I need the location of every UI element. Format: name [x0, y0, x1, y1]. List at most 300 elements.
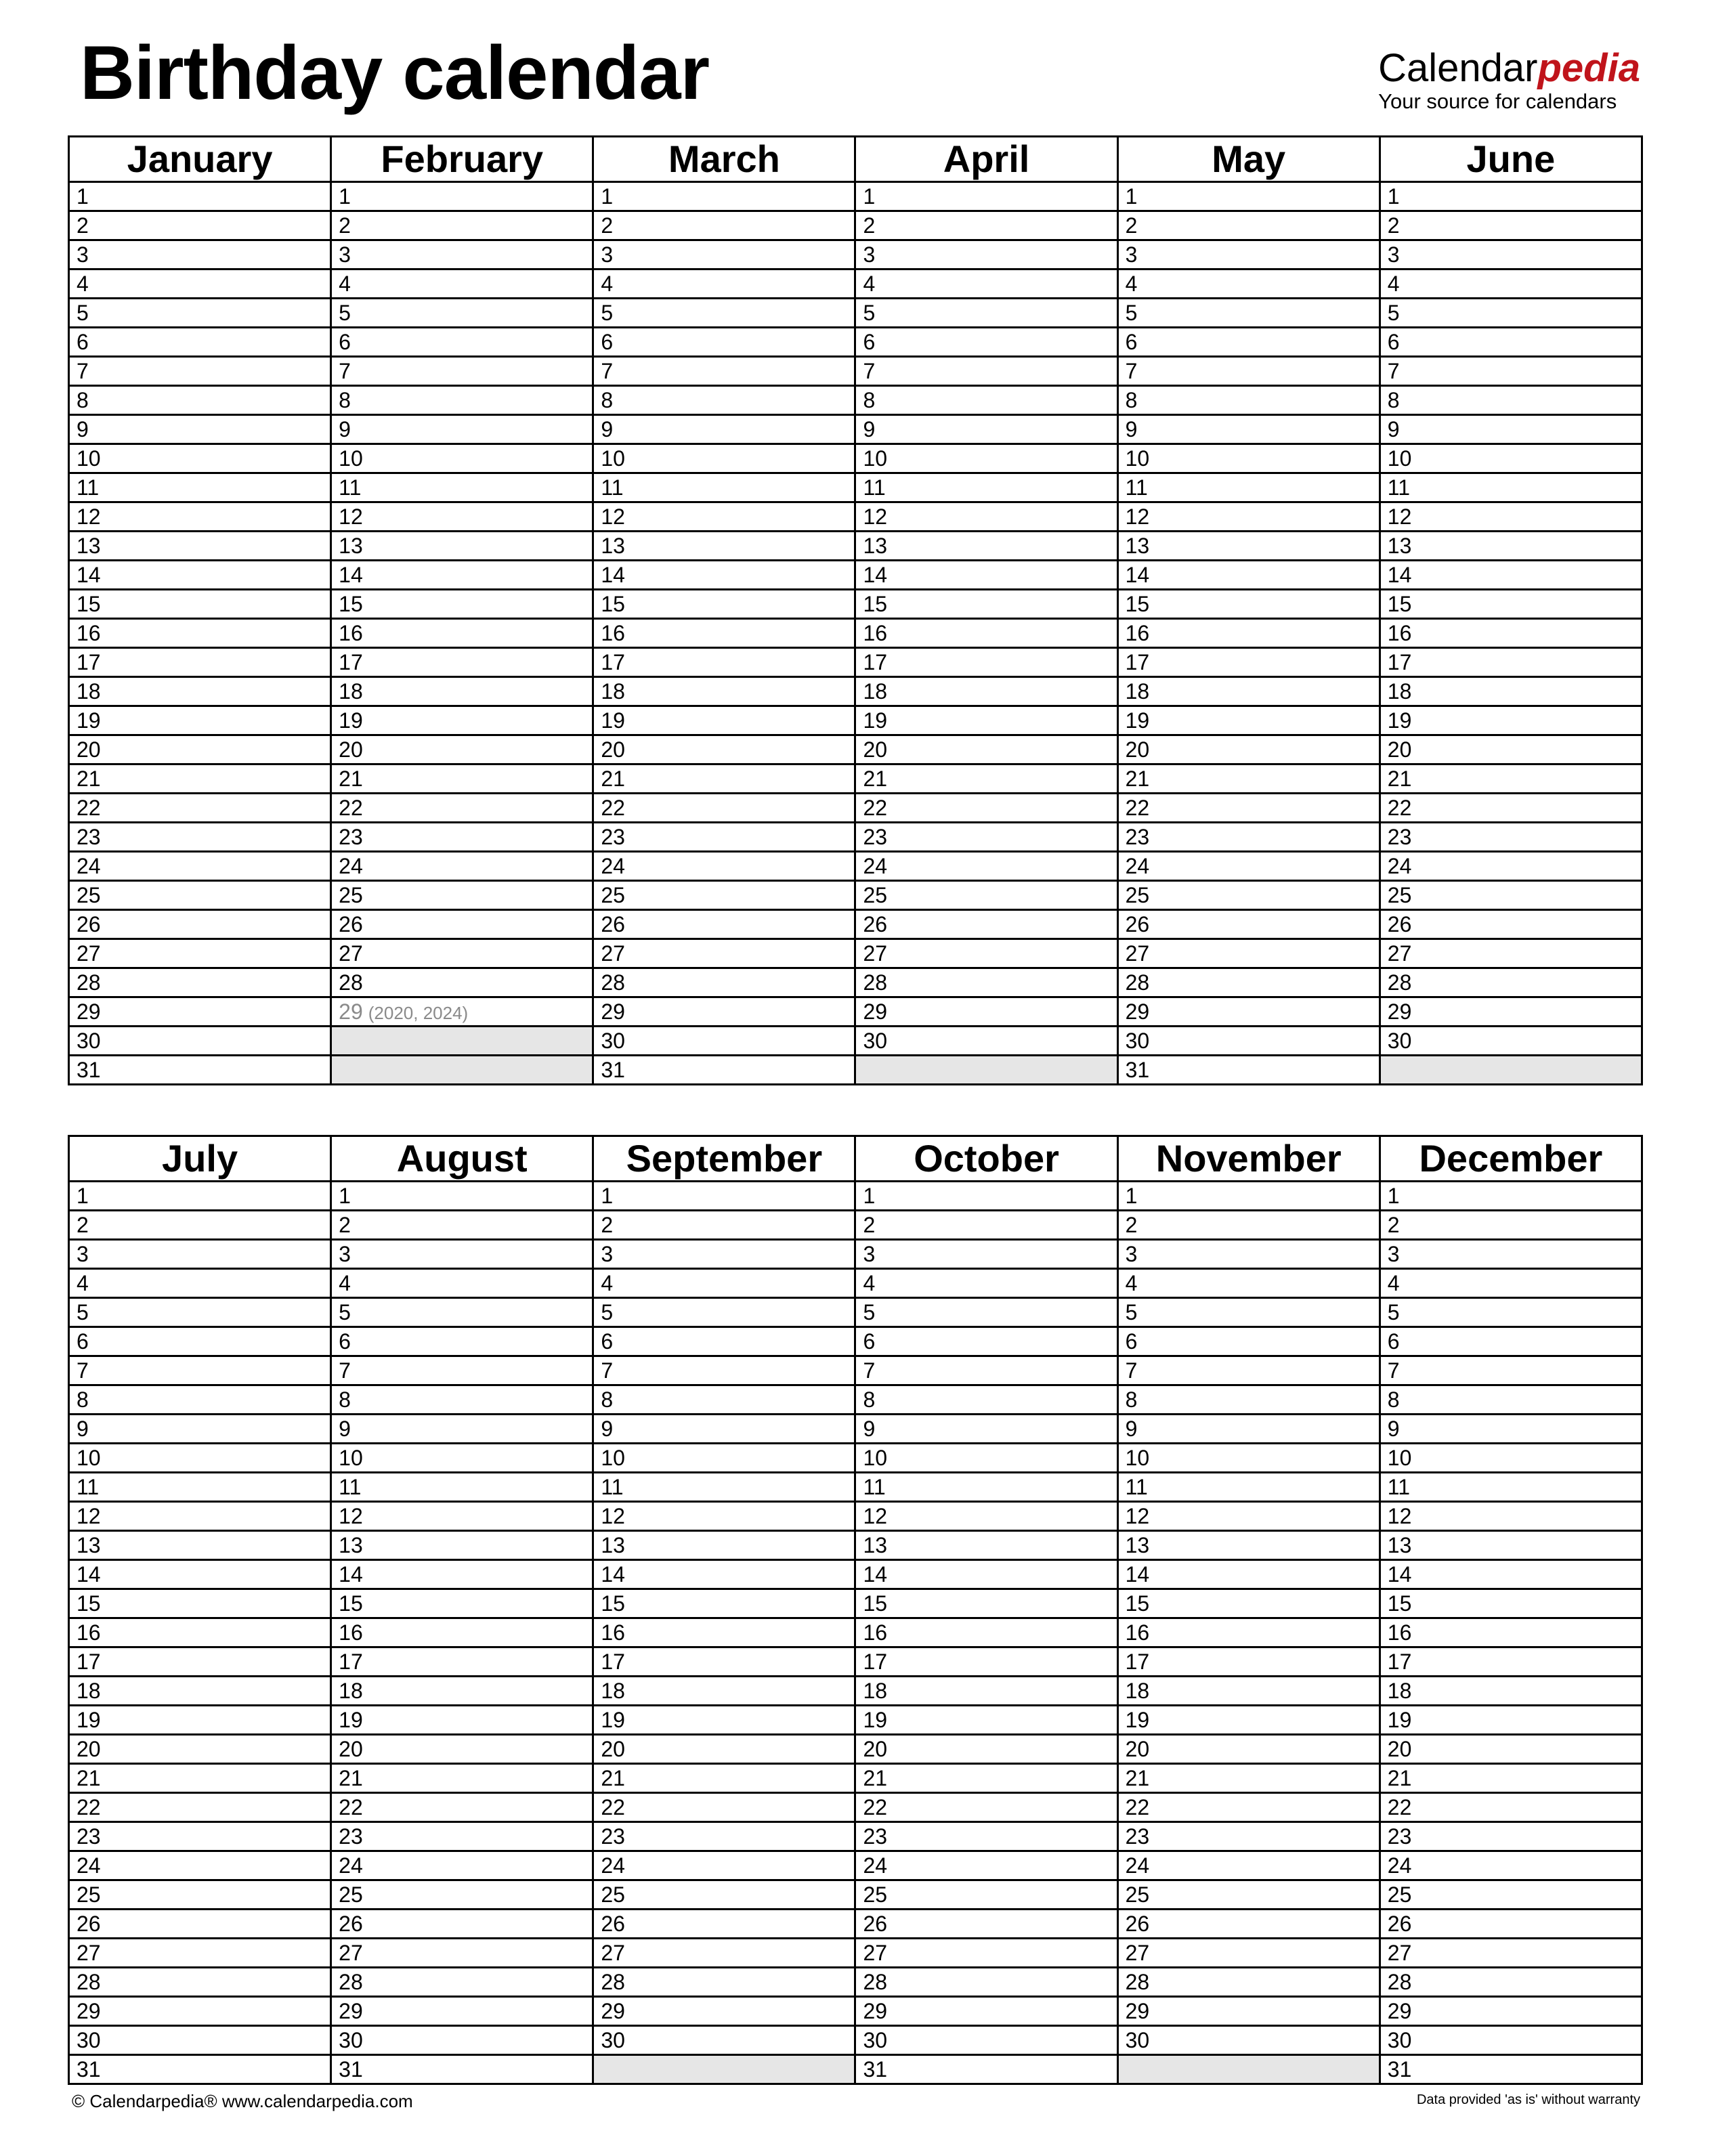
- day-cell[interactable]: 13: [855, 532, 1117, 561]
- day-cell[interactable]: 8: [593, 1385, 855, 1415]
- day-cell[interactable]: 30: [593, 2026, 855, 2055]
- day-cell[interactable]: 14: [1380, 561, 1642, 590]
- day-cell[interactable]: 8: [1117, 386, 1380, 415]
- day-cell[interactable]: 7: [1380, 357, 1642, 386]
- day-cell[interactable]: 7: [69, 357, 331, 386]
- day-cell[interactable]: 28: [1380, 968, 1642, 997]
- day-cell[interactable]: 28: [593, 1968, 855, 1997]
- day-cell[interactable]: 2: [593, 1211, 855, 1240]
- day-cell[interactable]: 16: [1117, 1618, 1380, 1647]
- day-cell[interactable]: 6: [1380, 328, 1642, 357]
- day-cell[interactable]: 24: [1380, 1851, 1642, 1880]
- day-cell[interactable]: 23: [855, 823, 1117, 852]
- day-cell[interactable]: 10: [1380, 1444, 1642, 1473]
- day-cell[interactable]: 20: [1117, 1735, 1380, 1764]
- day-cell[interactable]: 30: [69, 2026, 331, 2055]
- day-cell[interactable]: 4: [69, 1269, 331, 1298]
- day-cell[interactable]: 30: [855, 2026, 1117, 2055]
- day-cell[interactable]: 20: [855, 735, 1117, 764]
- day-cell[interactable]: 21: [331, 1764, 593, 1793]
- day-cell[interactable]: 17: [1117, 1647, 1380, 1677]
- day-cell[interactable]: 28: [855, 968, 1117, 997]
- day-cell[interactable]: 16: [1380, 1618, 1642, 1647]
- day-cell[interactable]: 18: [331, 1677, 593, 1706]
- day-cell[interactable]: 9: [593, 1415, 855, 1444]
- day-cell[interactable]: 18: [593, 1677, 855, 1706]
- day-cell[interactable]: 17: [1380, 1647, 1642, 1677]
- day-cell[interactable]: 13: [593, 532, 855, 561]
- day-cell[interactable]: 18: [1380, 677, 1642, 706]
- day-cell[interactable]: 9: [69, 1415, 331, 1444]
- day-cell[interactable]: 31: [69, 1056, 331, 1085]
- day-cell[interactable]: 29: [593, 1997, 855, 2026]
- day-cell[interactable]: 6: [1117, 1327, 1380, 1356]
- day-cell[interactable]: 21: [855, 764, 1117, 794]
- day-cell[interactable]: 7: [855, 1356, 1117, 1385]
- day-cell[interactable]: 16: [331, 619, 593, 648]
- day-cell[interactable]: 1: [593, 182, 855, 211]
- day-cell[interactable]: 26: [331, 1910, 593, 1939]
- day-cell[interactable]: 12: [69, 502, 331, 532]
- day-cell[interactable]: 11: [1380, 1473, 1642, 1502]
- day-cell[interactable]: 13: [1380, 1531, 1642, 1560]
- day-cell[interactable]: 18: [331, 677, 593, 706]
- day-cell[interactable]: 26: [855, 1910, 1117, 1939]
- day-cell[interactable]: 24: [1380, 852, 1642, 881]
- day-cell[interactable]: 28: [69, 1968, 331, 1997]
- day-cell[interactable]: 28: [855, 1968, 1117, 1997]
- day-cell[interactable]: 3: [593, 240, 855, 270]
- day-cell[interactable]: 11: [69, 473, 331, 502]
- day-cell[interactable]: 18: [69, 1677, 331, 1706]
- day-cell[interactable]: 19: [593, 1706, 855, 1735]
- day-cell[interactable]: 14: [593, 561, 855, 590]
- day-cell[interactable]: 16: [855, 1618, 1117, 1647]
- day-cell[interactable]: 10: [855, 444, 1117, 473]
- day-cell[interactable]: 15: [331, 1589, 593, 1618]
- day-cell[interactable]: 26: [1117, 1910, 1380, 1939]
- day-cell[interactable]: 10: [69, 1444, 331, 1473]
- day-cell[interactable]: 28: [1380, 1968, 1642, 1997]
- day-cell[interactable]: 17: [69, 1647, 331, 1677]
- day-cell[interactable]: 8: [331, 1385, 593, 1415]
- day-cell[interactable]: 2: [69, 1211, 331, 1240]
- day-cell[interactable]: 4: [1117, 270, 1380, 299]
- day-cell[interactable]: 27: [1117, 1939, 1380, 1968]
- day-cell[interactable]: 11: [331, 473, 593, 502]
- day-cell[interactable]: 9: [855, 415, 1117, 444]
- day-cell[interactable]: 24: [855, 1851, 1117, 1880]
- day-cell[interactable]: 16: [855, 619, 1117, 648]
- day-cell[interactable]: 5: [855, 299, 1117, 328]
- day-cell[interactable]: 4: [331, 270, 593, 299]
- day-cell[interactable]: 3: [1117, 1240, 1380, 1269]
- day-cell[interactable]: 5: [331, 299, 593, 328]
- day-cell[interactable]: 25: [1117, 881, 1380, 910]
- day-cell[interactable]: 23: [1380, 1822, 1642, 1851]
- day-cell[interactable]: 6: [593, 1327, 855, 1356]
- day-cell[interactable]: 24: [855, 852, 1117, 881]
- day-cell[interactable]: 29: [331, 1997, 593, 2026]
- day-cell[interactable]: 27: [855, 939, 1117, 968]
- day-cell[interactable]: 4: [331, 1269, 593, 1298]
- day-cell[interactable]: 15: [1117, 590, 1380, 619]
- day-cell[interactable]: 3: [593, 1240, 855, 1269]
- day-cell[interactable]: 13: [593, 1531, 855, 1560]
- day-cell[interactable]: 15: [593, 590, 855, 619]
- day-cell[interactable]: 31: [331, 2055, 593, 2084]
- day-cell[interactable]: 28: [69, 968, 331, 997]
- day-cell[interactable]: 12: [1380, 1502, 1642, 1531]
- day-cell[interactable]: 6: [855, 328, 1117, 357]
- day-cell[interactable]: 3: [69, 240, 331, 270]
- day-cell[interactable]: 7: [69, 1356, 331, 1385]
- day-cell[interactable]: 10: [593, 444, 855, 473]
- day-cell[interactable]: 25: [1117, 1880, 1380, 1910]
- day-cell[interactable]: 25: [69, 881, 331, 910]
- day-cell[interactable]: 9: [1380, 1415, 1642, 1444]
- day-cell[interactable]: 13: [331, 532, 593, 561]
- day-cell[interactable]: 5: [855, 1298, 1117, 1327]
- day-cell[interactable]: 27: [593, 939, 855, 968]
- day-cell[interactable]: 20: [593, 1735, 855, 1764]
- day-cell[interactable]: 12: [1380, 502, 1642, 532]
- day-cell[interactable]: 15: [69, 1589, 331, 1618]
- day-cell[interactable]: 8: [69, 386, 331, 415]
- day-cell[interactable]: 30: [1117, 2026, 1380, 2055]
- day-cell[interactable]: 9: [855, 1415, 1117, 1444]
- day-cell[interactable]: 14: [69, 1560, 331, 1589]
- day-cell[interactable]: 26: [1117, 910, 1380, 939]
- day-cell[interactable]: 1: [1117, 1182, 1380, 1211]
- day-cell[interactable]: 8: [331, 386, 593, 415]
- day-cell[interactable]: 19: [331, 1706, 593, 1735]
- day-cell[interactable]: 16: [1380, 619, 1642, 648]
- day-cell[interactable]: 21: [69, 1764, 331, 1793]
- day-cell[interactable]: 16: [1117, 619, 1380, 648]
- day-cell[interactable]: 19: [855, 706, 1117, 735]
- day-cell[interactable]: 5: [69, 1298, 331, 1327]
- day-cell[interactable]: 2: [331, 211, 593, 240]
- day-cell[interactable]: 15: [331, 590, 593, 619]
- day-cell[interactable]: 15: [855, 1589, 1117, 1618]
- day-cell[interactable]: 5: [1117, 1298, 1380, 1327]
- day-cell[interactable]: 11: [593, 473, 855, 502]
- day-cell[interactable]: 18: [855, 677, 1117, 706]
- day-cell[interactable]: 2: [1117, 211, 1380, 240]
- day-cell[interactable]: 25: [69, 1880, 331, 1910]
- day-cell[interactable]: 29: [855, 997, 1117, 1027]
- day-cell[interactable]: 10: [331, 444, 593, 473]
- day-cell[interactable]: 22: [331, 794, 593, 823]
- day-cell[interactable]: 6: [855, 1327, 1117, 1356]
- day-cell[interactable]: 23: [1117, 1822, 1380, 1851]
- day-cell[interactable]: 21: [1380, 764, 1642, 794]
- day-cell[interactable]: 24: [593, 852, 855, 881]
- day-cell[interactable]: 18: [1117, 677, 1380, 706]
- day-cell[interactable]: 3: [855, 1240, 1117, 1269]
- day-cell[interactable]: 17: [855, 648, 1117, 677]
- day-cell[interactable]: 13: [69, 532, 331, 561]
- day-cell[interactable]: 20: [69, 1735, 331, 1764]
- day-cell[interactable]: 31: [593, 1056, 855, 1085]
- day-cell[interactable]: 4: [593, 1269, 855, 1298]
- day-cell[interactable]: 17: [593, 1647, 855, 1677]
- day-cell[interactable]: 11: [1380, 473, 1642, 502]
- day-cell[interactable]: 26: [855, 910, 1117, 939]
- day-cell[interactable]: 21: [593, 1764, 855, 1793]
- day-cell[interactable]: 8: [1117, 1385, 1380, 1415]
- day-cell[interactable]: 9: [1380, 415, 1642, 444]
- day-cell[interactable]: 6: [1380, 1327, 1642, 1356]
- day-cell[interactable]: 27: [855, 1939, 1117, 1968]
- day-cell[interactable]: 11: [855, 473, 1117, 502]
- day-cell[interactable]: 14: [855, 561, 1117, 590]
- day-cell[interactable]: 8: [1380, 386, 1642, 415]
- day-cell[interactable]: 29: [855, 1997, 1117, 2026]
- day-cell[interactable]: 10: [1380, 444, 1642, 473]
- day-cell[interactable]: 1: [331, 1182, 593, 1211]
- day-cell[interactable]: 17: [855, 1647, 1117, 1677]
- day-cell[interactable]: 12: [855, 1502, 1117, 1531]
- day-cell[interactable]: 2: [1117, 1211, 1380, 1240]
- leap-day-cell[interactable]: [331, 997, 593, 1027]
- day-cell[interactable]: 23: [593, 1822, 855, 1851]
- day-cell[interactable]: 13: [1380, 532, 1642, 561]
- day-cell[interactable]: 20: [593, 735, 855, 764]
- day-cell[interactable]: 25: [1380, 1880, 1642, 1910]
- day-cell[interactable]: 12: [855, 502, 1117, 532]
- day-cell[interactable]: 2: [855, 1211, 1117, 1240]
- day-cell[interactable]: 17: [331, 1647, 593, 1677]
- day-cell[interactable]: 11: [331, 1473, 593, 1502]
- day-cell[interactable]: 20: [855, 1735, 1117, 1764]
- day-cell[interactable]: 16: [69, 1618, 331, 1647]
- day-cell[interactable]: 24: [1117, 852, 1380, 881]
- day-cell[interactable]: 10: [1117, 1444, 1380, 1473]
- day-cell[interactable]: 26: [331, 910, 593, 939]
- day-cell[interactable]: 24: [331, 1851, 593, 1880]
- day-cell[interactable]: 18: [1117, 1677, 1380, 1706]
- day-cell[interactable]: 11: [855, 1473, 1117, 1502]
- day-cell[interactable]: 30: [1380, 2026, 1642, 2055]
- day-cell[interactable]: 8: [1380, 1385, 1642, 1415]
- day-cell[interactable]: 19: [331, 706, 593, 735]
- day-cell[interactable]: 3: [331, 240, 593, 270]
- day-cell[interactable]: 5: [1117, 299, 1380, 328]
- day-cell[interactable]: 20: [1380, 735, 1642, 764]
- day-cell[interactable]: 20: [1117, 735, 1380, 764]
- day-cell[interactable]: 26: [593, 1910, 855, 1939]
- day-cell[interactable]: 27: [69, 1939, 331, 1968]
- day-cell[interactable]: 22: [593, 794, 855, 823]
- day-cell[interactable]: 1: [1380, 182, 1642, 211]
- day-cell[interactable]: 29: [69, 997, 331, 1027]
- day-cell[interactable]: 25: [331, 881, 593, 910]
- day-cell[interactable]: 23: [69, 823, 331, 852]
- day-cell[interactable]: 4: [855, 270, 1117, 299]
- day-cell[interactable]: 11: [593, 1473, 855, 1502]
- day-cell[interactable]: 9: [593, 415, 855, 444]
- day-cell[interactable]: 19: [593, 706, 855, 735]
- day-cell[interactable]: 25: [331, 1880, 593, 1910]
- day-cell[interactable]: 23: [1117, 823, 1380, 852]
- day-cell[interactable]: 29: [1117, 1997, 1380, 2026]
- day-cell[interactable]: 27: [593, 1939, 855, 1968]
- day-cell[interactable]: 4: [593, 270, 855, 299]
- day-cell[interactable]: 21: [1117, 1764, 1380, 1793]
- day-cell[interactable]: 3: [331, 1240, 593, 1269]
- day-cell[interactable]: 11: [1117, 1473, 1380, 1502]
- day-cell[interactable]: 3: [1380, 240, 1642, 270]
- day-cell[interactable]: 16: [593, 619, 855, 648]
- day-cell[interactable]: 20: [331, 735, 593, 764]
- day-cell[interactable]: 21: [1380, 1764, 1642, 1793]
- day-cell[interactable]: 6: [593, 328, 855, 357]
- day-cell[interactable]: 12: [593, 1502, 855, 1531]
- day-cell[interactable]: 2: [331, 1211, 593, 1240]
- day-cell[interactable]: 28: [1117, 1968, 1380, 1997]
- day-cell[interactable]: 3: [1380, 1240, 1642, 1269]
- day-cell[interactable]: 7: [855, 357, 1117, 386]
- day-cell[interactable]: 7: [593, 357, 855, 386]
- day-cell[interactable]: 14: [855, 1560, 1117, 1589]
- day-cell[interactable]: 17: [593, 648, 855, 677]
- day-cell[interactable]: 30: [855, 1027, 1117, 1056]
- day-cell[interactable]: 19: [1380, 706, 1642, 735]
- day-cell[interactable]: 29: [1380, 997, 1642, 1027]
- day-cell[interactable]: 22: [1117, 1793, 1380, 1822]
- day-cell[interactable]: 6: [69, 1327, 331, 1356]
- day-cell[interactable]: 22: [1117, 794, 1380, 823]
- day-cell[interactable]: 25: [593, 1880, 855, 1910]
- day-cell[interactable]: 1: [69, 1182, 331, 1211]
- day-cell[interactable]: 19: [855, 1706, 1117, 1735]
- day-cell[interactable]: 27: [331, 939, 593, 968]
- day-cell[interactable]: 14: [69, 561, 331, 590]
- day-cell[interactable]: 22: [855, 1793, 1117, 1822]
- day-cell[interactable]: 27: [1117, 939, 1380, 968]
- day-cell[interactable]: 27: [1380, 1939, 1642, 1968]
- day-cell[interactable]: 13: [855, 1531, 1117, 1560]
- day-cell[interactable]: 13: [1117, 1531, 1380, 1560]
- day-cell[interactable]: 12: [331, 502, 593, 532]
- day-cell[interactable]: 14: [331, 1560, 593, 1589]
- day-cell[interactable]: 14: [1117, 1560, 1380, 1589]
- day-cell[interactable]: 22: [593, 1793, 855, 1822]
- day-cell[interactable]: 2: [855, 211, 1117, 240]
- day-cell[interactable]: 25: [1380, 881, 1642, 910]
- day-cell[interactable]: 1: [855, 1182, 1117, 1211]
- day-cell[interactable]: 19: [69, 1706, 331, 1735]
- day-cell[interactable]: 22: [331, 1793, 593, 1822]
- day-cell[interactable]: 24: [593, 1851, 855, 1880]
- day-cell[interactable]: 9: [1117, 1415, 1380, 1444]
- day-cell[interactable]: 23: [1380, 823, 1642, 852]
- day-cell[interactable]: 22: [1380, 1793, 1642, 1822]
- day-cell[interactable]: 16: [331, 1618, 593, 1647]
- day-cell[interactable]: 27: [69, 939, 331, 968]
- day-cell[interactable]: 8: [855, 1385, 1117, 1415]
- day-cell[interactable]: 12: [1117, 502, 1380, 532]
- day-cell[interactable]: 5: [593, 1298, 855, 1327]
- day-cell[interactable]: 17: [1380, 648, 1642, 677]
- day-cell[interactable]: 18: [1380, 1677, 1642, 1706]
- day-cell[interactable]: 22: [69, 1793, 331, 1822]
- day-cell[interactable]: 12: [69, 1502, 331, 1531]
- day-cell[interactable]: 11: [69, 1473, 331, 1502]
- day-cell[interactable]: 25: [855, 1880, 1117, 1910]
- day-cell[interactable]: 25: [593, 881, 855, 910]
- day-cell[interactable]: 1: [855, 182, 1117, 211]
- day-cell[interactable]: 27: [1380, 939, 1642, 968]
- day-cell[interactable]: 13: [1117, 532, 1380, 561]
- day-cell[interactable]: 19: [1117, 706, 1380, 735]
- day-cell[interactable]: 3: [855, 240, 1117, 270]
- day-cell[interactable]: 1: [1380, 1182, 1642, 1211]
- day-cell[interactable]: 9: [69, 415, 331, 444]
- day-cell[interactable]: 23: [331, 823, 593, 852]
- day-cell[interactable]: 7: [331, 1356, 593, 1385]
- day-cell[interactable]: 28: [593, 968, 855, 997]
- day-cell[interactable]: 31: [855, 2055, 1117, 2084]
- day-cell[interactable]: 1: [331, 182, 593, 211]
- day-cell[interactable]: 4: [1380, 1269, 1642, 1298]
- day-cell[interactable]: 2: [1380, 211, 1642, 240]
- day-cell[interactable]: 29: [69, 1997, 331, 2026]
- day-cell[interactable]: 19: [69, 706, 331, 735]
- day-cell[interactable]: 28: [331, 1968, 593, 1997]
- day-cell[interactable]: 5: [1380, 1298, 1642, 1327]
- day-cell[interactable]: 22: [69, 794, 331, 823]
- day-cell[interactable]: 23: [855, 1822, 1117, 1851]
- day-cell[interactable]: 26: [593, 910, 855, 939]
- day-cell[interactable]: 21: [855, 1764, 1117, 1793]
- day-cell[interactable]: 31: [1380, 2055, 1642, 2084]
- day-cell[interactable]: 8: [69, 1385, 331, 1415]
- day-cell[interactable]: 25: [855, 881, 1117, 910]
- day-cell[interactable]: 21: [69, 764, 331, 794]
- day-cell[interactable]: 27: [331, 1939, 593, 1968]
- day-cell[interactable]: 14: [331, 561, 593, 590]
- day-cell[interactable]: 18: [593, 677, 855, 706]
- day-cell[interactable]: 7: [331, 357, 593, 386]
- day-cell[interactable]: 15: [1380, 1589, 1642, 1618]
- day-cell[interactable]: 4: [1117, 1269, 1380, 1298]
- day-cell[interactable]: 2: [593, 211, 855, 240]
- day-cell[interactable]: 19: [1117, 1706, 1380, 1735]
- day-cell[interactable]: 5: [69, 299, 331, 328]
- day-cell[interactable]: 26: [1380, 1910, 1642, 1939]
- day-cell[interactable]: 16: [593, 1618, 855, 1647]
- day-cell[interactable]: 4: [1380, 270, 1642, 299]
- day-cell[interactable]: 18: [855, 1677, 1117, 1706]
- day-cell[interactable]: 31: [1117, 1056, 1380, 1085]
- day-cell[interactable]: 12: [1117, 1502, 1380, 1531]
- day-cell[interactable]: 23: [331, 1822, 593, 1851]
- day-cell[interactable]: 7: [1380, 1356, 1642, 1385]
- day-cell[interactable]: 29: [593, 997, 855, 1027]
- day-cell[interactable]: 2: [69, 211, 331, 240]
- day-cell[interactable]: 12: [331, 1502, 593, 1531]
- day-cell[interactable]: 5: [1380, 299, 1642, 328]
- day-cell[interactable]: 8: [855, 386, 1117, 415]
- day-cell[interactable]: 10: [855, 1444, 1117, 1473]
- day-cell[interactable]: 10: [593, 1444, 855, 1473]
- day-cell[interactable]: 23: [69, 1822, 331, 1851]
- day-cell[interactable]: 30: [69, 1027, 331, 1056]
- day-cell[interactable]: 14: [1380, 1560, 1642, 1589]
